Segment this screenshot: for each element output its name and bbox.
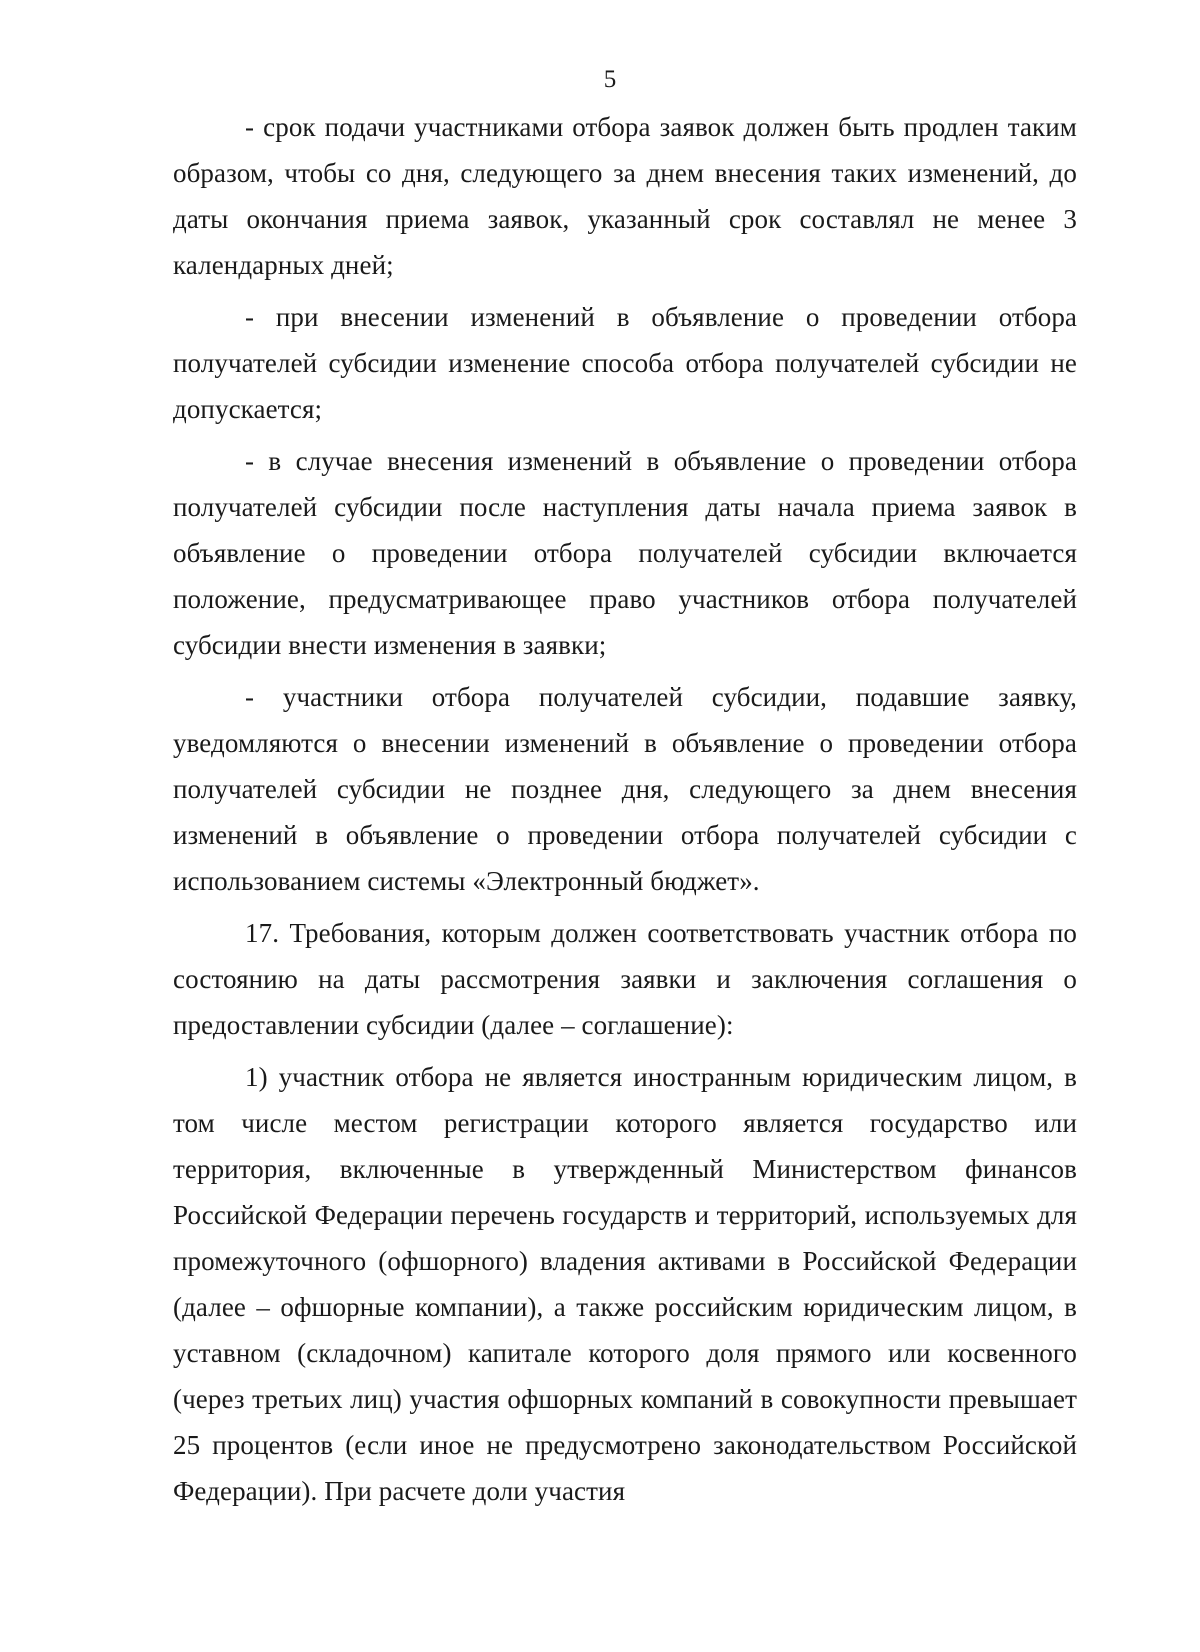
paragraph-17-requirements: 17. Требования, которым должен соответствовать участник отбора по состоянию на даты рассмотрения заявки и заключения соглашения о предоставлении субсидии (далее – соглашение): [173, 918, 1077, 1040]
paragraph-17-item-1: 1) участник отбора не является иностранным юридическим лицом, в том числе местом регистрации которого является государство или территория, включенные в утвержденный Министерством финансов Российской Федерации перечень государств и территорий, используемых для промежуточного (офшорного) владения активами в Российской Федерации (далее – офшорные компании), а также российским юридическим лицом, в уставном (складочном) капитале которого доля прямого или косвенного (через третьих лиц) участия офшорных компаний в совокупности превышает 25 процентов (если иное не предусмотрено законодательством Российской Федерации). При расчете доли участия [173, 1062, 1077, 1506]
paragraph-deadline-extension: - срок подачи участниками отбора заявок должен быть продлен таким образом, чтобы со дня, следующего за днем внесения таких изменений, до даты окончания приема заявок, указанный срок составлял не менее 3 календарных дней; [173, 112, 1077, 280]
paragraph-method-change: - при внесении изменений в объявление о проведении отбора получателей субсидии изменение способа отбора получателей субсидии не допускается; [173, 302, 1077, 424]
paragraph-amendment-after-start: - в случае внесения изменений в объявление о проведении отбора получателей субсидии после наступления даты начала приема заявок в объявление о проведении отбора получателей субсидии включается положение, предусматривающее право участников отбора получателей субсидии внести изменения в заявки; [173, 446, 1077, 660]
paragraph-participant-notification: - участники отбора получателей субсидии, подавшие заявку, уведомляются о внесении изменений в объявление о проведении отбора получателей субсидии не позднее дня, следующего за днем внесения изменений в объявление о проведении отбора получателей субсидии с использованием системы «Электронный бюджет». [173, 682, 1077, 896]
page-number: 5 [603, 66, 617, 93]
document-body [173, 104, 1077, 1514]
